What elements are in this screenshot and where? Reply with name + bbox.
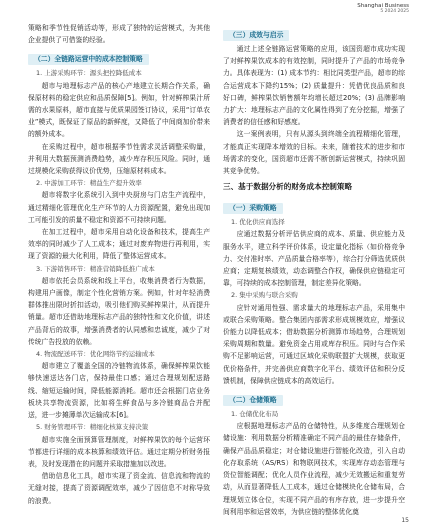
left-column bbox=[28, 22, 210, 507]
subheading: 3. 下游销售环节：精准营销降低推广成本 bbox=[36, 264, 155, 273]
paragraph: 借助信息化工具，超市实现了资金流、信息流和物流的无缝对接，提高了资源调配效率，减少了因信息不对称导致的浪费。 bbox=[28, 472, 210, 505]
section-heading: （二）仓储策略 bbox=[223, 395, 283, 406]
paragraph: 应根据地理标志产品的仓储特性，从多维度合理规划仓储设施：利用数据分析精准确定不同产品的最佳存储条件，确保产品品质稳定；对仓储设施进行智能化改造，引入自动化存取系统（AS/RS）和物联网技术，实现库存动态管理与货位智能调配；优化人员作业流程，减少无效搬运和重复劳动，从而显著降低人工成本，通过仓储模块化仓储布局，合理规划立体仓位，实现不同产品的有序存放，进一步提升空间利用率和运营效率，为供应链的整体优化奠 bbox=[223, 422, 405, 516]
page-header bbox=[357, 3, 409, 15]
paragraph: 应针对通用性强、需求量大的地理标志产品，采用集中或联合采购策略。整合集团内部需求形成规模效应，增强议价能力以降低成本；借助数据分析测算市场趋势，合理规划采购周期和数量。避免资金占用或库存积压。同时与合作采购不足影响运营，可通过区域化采购联盟扩大规模，获取更优价格条件，并完善供应商数字化平台、绩效评估和积分反馈机制，保障供应链成本的高效运行。 bbox=[223, 303, 405, 385]
issue-date: 5 2024 2025 bbox=[380, 9, 409, 14]
subheading: 1. 仓储优化布局 bbox=[231, 410, 279, 419]
journal-title: Shanghai Business bbox=[357, 3, 409, 9]
paragraph: 策略和季节性促销活动等，形成了独特的运营模式，为其他企业提供了可借鉴的经验。 bbox=[28, 24, 210, 45]
paragraph: 在采购过程中，超市根据季节性需求灵活调整采购量，并利用大数据预测消费趋势，减少库存积压风险。同时，通过规模化采购获得议价优势，压缩原材料成本。 bbox=[28, 142, 210, 176]
subheading: 2. 中游加工环节：精益生产提升效率 bbox=[36, 179, 142, 188]
subheading: 1. 上游采购环节：源头把控降低成本 bbox=[36, 69, 142, 78]
section-heading: （二）全链路运营中的成本控制策略 bbox=[28, 54, 149, 65]
paragraph: 超市与地理标志产品的核心产地建立长期合作关系，确保原材料的稳定供应和品质保障[5]。例如，针对鲜榨果汁所需的水果原料，超市直接与优质果园签订协议，采用“订单农业”模式，既保证了原品的新鲜度，又降低了中间商加价带来的额外成本。 bbox=[28, 81, 210, 139]
page-number: 15 bbox=[401, 517, 409, 524]
subheading: 5. 财务管理环节：精细化核算支持决策 bbox=[36, 423, 149, 432]
right-column bbox=[223, 22, 405, 518]
chapter-heading: 三、基于数据分析的财务成本控制策略 bbox=[223, 182, 353, 192]
paragraph: 通过上述全链路运营策略的应用，该国资超市成功实现了对鲜榨果饮成本的有效控制，同时提升了产品的市场竞争力。具体表现为：(1) 成本节约：相比同类型产品，超市的综合运营成本下降约15%；(2) 质量提升：凭借优良品质和良好口碑，鲜榨果饮销售额年均增长超过20%；(3) 品牌影响力扩大：地理标志产品的文化属性得到了充分挖掘，增强了消费者的信任感和好感度。 bbox=[223, 45, 405, 127]
subheading: 2. 集中采购与联合采购 bbox=[231, 291, 298, 300]
section-heading: （一）采购策略 bbox=[223, 203, 283, 214]
paragraph: 应通过数据分析评估供应商的成本、质量、供应能力及服务水平，建立科学评价体系，设定量化指标（如价格竞争力、交付准时率、产品质量合格率等），综合打分筛选优质供应商；定期复核绩效，动态调整合作权，确保供应链稳定可靠，可持续的成本控制管理，制定差异化策略。 bbox=[223, 230, 405, 288]
paragraph: 超市实施全面预算管理制度，对鲜榨果饮的每个运营环节都进行详细的成本核算和绩效评估。通过定期分析财务报表，及时发现潜在的问题并采取措施加以改进。 bbox=[28, 435, 210, 468]
paragraph: 在加工过程中，超市采用自动化设备和技术，提高生产效率的同时减少了人工成本；通过对废弃物进行再利用，实现了资源的最大化利用，降低了整体运营成本。 bbox=[28, 228, 210, 261]
subheading: 1. 优化供应商选择 bbox=[231, 218, 285, 227]
paragraph: 超市建立了覆盖全国的冷链物流体系，确保鲜榨果饮能够快速送达各门店，保持最佳口感；通过合理规划配送路线、缩短运输时间，降低能源消耗。超市还会根据门店业务板块共享物流资源，比如将生鲜食品与多冷链商品合并配送，进一步摊薄单次运输成本[6]。 bbox=[28, 362, 210, 420]
subheading: 4. 物流配送环节：优化网络节约运输成本 bbox=[36, 350, 155, 359]
paragraph: 这一案例表明，只有从源头到终端全流程精细化管理，才能真正实现降本增效的目标。未来，随着技术的进步和市场需求的变化，国资超市还需不断创新运营模式，持续巩固其竞争优势。 bbox=[223, 130, 405, 176]
paragraph: 超市依托会员系统和线上平台，收集消费者行为数据，构建用户画像，制定个性化营销方案。例如，针对年轻消费群体推出限时折扣活动，吸引他们购买鲜榨果汁，从而提升销量。超市还借助地理标志产品的独特性和文化价值，讲述产品背后的故事，增强消费者的认同感和忠诚度，减少了对传统广告投放的依赖。 bbox=[28, 276, 210, 346]
section-heading: （三）成效与启示 bbox=[223, 30, 289, 41]
paragraph: 超市将数字化系统引入到中央厨房与门店生产流程中，通过精细化管理优化生产环节的人力资源配置，避免出现加工可能引发的质量不稳定和资源不可持续问题。 bbox=[28, 191, 210, 224]
